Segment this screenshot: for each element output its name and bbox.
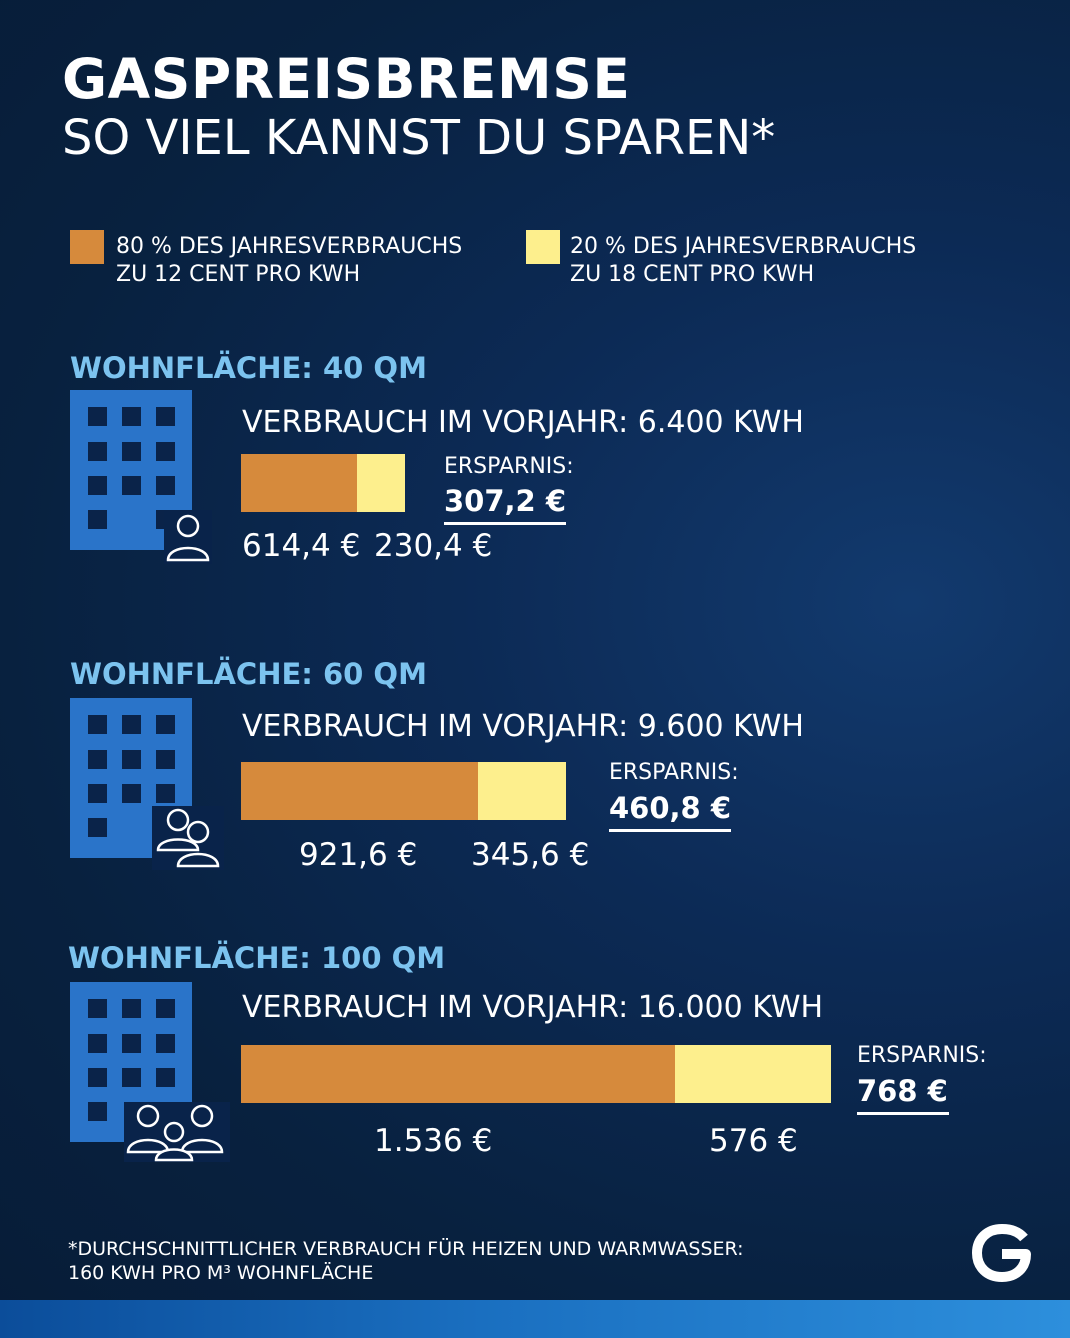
value-extra-40qm: 230,4 € xyxy=(374,528,493,564)
saving-label-40qm: ERSPARNIS: xyxy=(444,454,574,479)
bar-segment-extra-60qm xyxy=(478,762,566,820)
legend-main-line1: 80 % DES JAHRESVERBRAUCHS xyxy=(116,234,463,259)
bar-segment-main-60qm xyxy=(241,762,478,820)
person-icon xyxy=(152,806,224,870)
bar-segment-main-100qm xyxy=(241,1045,675,1103)
bar-100qm xyxy=(241,1045,831,1103)
section-label-60qm: WOHNFLÄCHE: 60 QM xyxy=(70,657,427,691)
bar-40qm xyxy=(241,454,405,512)
footnote-line2: 160 KWH PRO M³ WOHNFLÄCHE xyxy=(68,1262,374,1284)
saving-value-100qm: 768 € xyxy=(857,1077,949,1115)
value-main-60qm: 921,6 € xyxy=(299,837,418,873)
legend-extra-line2: ZU 18 CENT PRO KWH xyxy=(570,262,815,287)
consumption-100qm: VERBRAUCH IM VORJAHR: 16.000 KWH xyxy=(242,990,824,1025)
value-main-100qm: 1.536 € xyxy=(374,1123,493,1159)
person-icon xyxy=(164,510,212,564)
legend-swatch-extra xyxy=(526,230,560,264)
section-label-40qm: WOHNFLÄCHE: 40 QM xyxy=(70,351,427,385)
value-main-40qm: 614,4 € xyxy=(242,528,361,564)
legend-item-main xyxy=(116,233,462,289)
consumption-40qm: VERBRAUCH IM VORJAHR: 6.400 KWH xyxy=(242,405,804,440)
saving-label-100qm: ERSPARNIS: xyxy=(857,1043,987,1068)
logo-g-icon xyxy=(972,1224,1032,1282)
footnote xyxy=(68,1237,744,1285)
person-icon xyxy=(124,1102,230,1162)
value-extra-60qm: 345,6 € xyxy=(471,837,590,873)
saving-value-60qm: 460,8 € xyxy=(609,794,731,832)
page-title: GASPREISBREMSE xyxy=(62,47,631,111)
footnote-line1: *DURCHSCHNITTLICHER VERBRAUCH FÜR HEIZEN UND WARMWASSER: xyxy=(68,1238,744,1260)
bar-segment-extra-40qm xyxy=(357,454,405,512)
bar-60qm xyxy=(241,762,566,820)
bar-segment-main-40qm xyxy=(241,454,357,512)
section-label-100qm: WOHNFLÄCHE: 100 QM xyxy=(68,941,446,975)
saving-value-40qm: 307,2 € xyxy=(444,487,566,525)
legend-swatch-main xyxy=(70,230,104,264)
consumption-60qm: VERBRAUCH IM VORJAHR: 9.600 KWH xyxy=(242,709,804,744)
legend-item-extra xyxy=(570,233,916,289)
legend-extra-line1: 20 % DES JAHRESVERBRAUCHS xyxy=(570,234,917,259)
bottom-band xyxy=(0,1300,1070,1338)
legend-main-line2: ZU 12 CENT PRO KWH xyxy=(116,262,361,287)
value-extra-100qm: 576 € xyxy=(709,1123,798,1159)
bar-segment-extra-100qm xyxy=(675,1045,831,1103)
page-subtitle: SO VIEL KANNST DU SPAREN* xyxy=(62,110,776,166)
saving-label-60qm: ERSPARNIS: xyxy=(609,760,739,785)
